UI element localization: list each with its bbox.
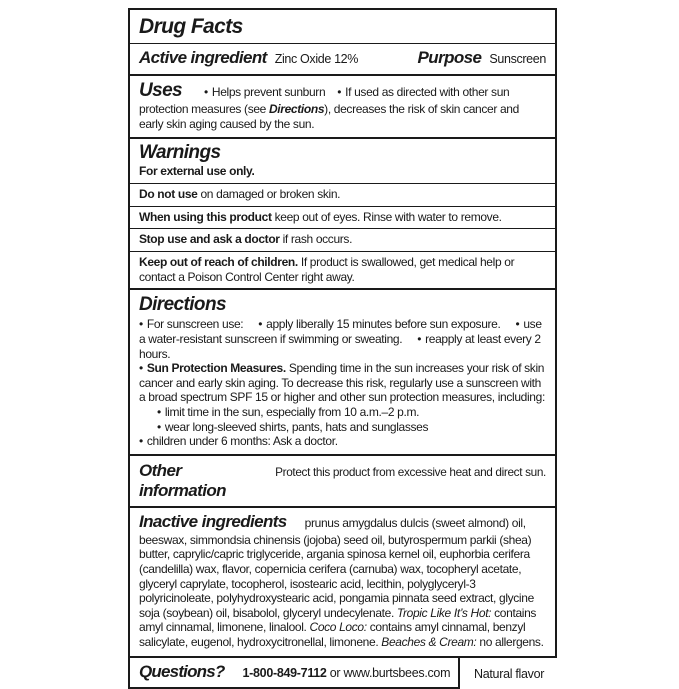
directions-bullet-1-text: For sunscreen use: bbox=[146, 317, 244, 332]
purpose-pair bbox=[418, 48, 546, 68]
bullet-icon: • bbox=[204, 85, 208, 99]
uses-bullet-1 bbox=[204, 85, 325, 99]
directions-inline-bullets bbox=[139, 317, 546, 361]
inactive-ingredients-section bbox=[130, 506, 555, 656]
warning-rest-text: on damaged or broken skin. bbox=[197, 187, 341, 202]
warning-rest-text: keep out of eyes. Rinse with water to remove. bbox=[271, 209, 502, 224]
bullet-icon: • bbox=[139, 434, 143, 449]
directions-bullet-3-text: use a water-resistant sunscreen if swimming or sweating. bbox=[139, 317, 542, 346]
bottom-row bbox=[128, 658, 557, 689]
directions-heading: Directions bbox=[139, 294, 226, 316]
fragrance-name-tropic: Tropic Like It’s Hot: bbox=[396, 605, 492, 620]
bullet-icon: • bbox=[157, 419, 161, 434]
warning-row-keep-out-of-reach bbox=[130, 251, 555, 288]
inactive-ingredients-list-4: no allergens. bbox=[476, 635, 544, 650]
title-section bbox=[130, 10, 555, 43]
sub-bullet-clothing bbox=[139, 420, 546, 435]
bullet-icon: • bbox=[417, 331, 422, 346]
sun-protection-bold: Sun Protection Measures. bbox=[146, 361, 286, 376]
sub-bullet-limit-time bbox=[139, 405, 546, 420]
warnings-heading-row bbox=[130, 137, 555, 183]
questions-phone: 1-800-849-7112 bbox=[242, 665, 327, 680]
active-ingredient-value: Zinc Oxide 12% bbox=[274, 52, 359, 66]
other-information-row bbox=[130, 454, 555, 506]
questions-contact bbox=[243, 666, 451, 680]
questions-box bbox=[128, 658, 460, 689]
active-ingredient-pair bbox=[139, 48, 358, 68]
directions-bullet-2 bbox=[258, 317, 500, 331]
label-title: Drug Facts bbox=[139, 15, 243, 38]
active-ingredient-row bbox=[130, 43, 555, 74]
sub-bullet-limit-time-text: limit time in the sun, especially from 10 a.m.–2 p.m. bbox=[164, 405, 420, 420]
children-bullet-text: children under 6 months: Ask a doctor. bbox=[146, 434, 338, 449]
bullet-icon: • bbox=[258, 317, 263, 332]
bullet-icon: • bbox=[515, 317, 520, 332]
warnings-heading: Warnings bbox=[139, 142, 221, 164]
inactive-ingredients-list-3: contains amyl cinnamal, benzyl salicylate, eugenol, hydroxycitronellal, limonene. bbox=[139, 620, 526, 650]
other-information-heading: Other information bbox=[139, 460, 226, 500]
bullet-icon: • bbox=[337, 85, 342, 99]
inactive-ingredients-heading: Inactive ingredients bbox=[139, 511, 287, 531]
uses-bullet-2-post: ), decreases the risk of skin cancer and early skin aging caused by the sun. bbox=[139, 102, 519, 131]
warning-row-do-not-use bbox=[130, 183, 555, 206]
warning-rest-text: If product is swallowed, get medical help or contact a Poison Control Center right away. bbox=[139, 254, 515, 284]
children-bullet bbox=[139, 434, 546, 449]
uses-section bbox=[130, 74, 555, 137]
warnings-external-use: For external use only. bbox=[139, 164, 255, 179]
sun-protection-rest: Spending time in the sun increases your risk of skin cancer and early skin aging. To decrease this risk, regularly use a sunscreen with a broad spectrum SPF 15 or higher and other sun protection measures, including: bbox=[139, 361, 545, 405]
warning-bold-text: Do not use bbox=[139, 187, 198, 202]
purpose-heading: Purpose bbox=[417, 48, 482, 67]
other-information-text: Protect this product from excessive heat and direct sun. bbox=[275, 464, 546, 479]
fragrance-name-coco-loco: Coco Loco: bbox=[309, 620, 367, 635]
warning-row-when-using bbox=[130, 206, 555, 229]
drug-facts-label bbox=[128, 8, 557, 689]
drug-facts-main-box bbox=[128, 8, 557, 658]
uses-bullet-2-pre: If used as directed with other sun protection measures (see bbox=[139, 85, 510, 117]
bullet-icon: • bbox=[139, 317, 143, 332]
questions-website: or www.burtsbees.com bbox=[326, 665, 451, 680]
warning-bold-text: When using this product bbox=[139, 209, 272, 224]
inactive-ingredients-list-1: prunus amygdalus dulcis (sweet almond) oil, beeswax, simmondsia chinensis (jojoba) seed oil, butyrospermum parkii (shea) butter, caprylic/capric triglyceride, argania spinosa kernel oil, euphorbia cerifera (candelilla) wax, flavor, copernicia cerifera (carnuba) wax, tocopheryl acetate, glyceryl caprylate, tocopherol, isostearic acid, lecithin, polyglyceryl-3 polyricinoleate, polyhydroxystearic acid, pongamia pinnata seed extract, glycine soja (soybean) oil, bisabolol, glyceryl undecylenate. bbox=[139, 515, 534, 620]
inactive-ingredients-list-2: contains amyl cinnamal, limonene, linalool. bbox=[139, 605, 537, 635]
sun-protection-paragraph bbox=[139, 361, 546, 405]
natural-flavor-note: Natural flavor bbox=[474, 667, 545, 682]
active-ingredient-heading: Active ingredient bbox=[139, 48, 267, 67]
directions-section bbox=[130, 288, 555, 454]
uses-heading: Uses bbox=[139, 80, 183, 101]
questions-heading: Questions? bbox=[139, 661, 225, 681]
directions-bullet-4-text: reapply at least every 2 hours. bbox=[139, 331, 541, 361]
directions-bullet-1 bbox=[139, 317, 243, 331]
sub-bullet-clothing-text: wear long-sleeved shirts, pants, hats and sunglasses bbox=[164, 419, 429, 434]
fragrance-name-beaches-cream: Beaches & Cream: bbox=[381, 635, 477, 650]
warning-row-stop-use bbox=[130, 228, 555, 251]
warning-bold-text: Stop use and ask a doctor bbox=[139, 232, 280, 247]
bullet-icon: • bbox=[157, 405, 161, 420]
warning-rest-text: if rash occurs. bbox=[279, 232, 353, 247]
uses-bullet-2 bbox=[139, 85, 519, 131]
uses-bullet-1-text: Helps prevent sunburn bbox=[211, 85, 326, 99]
bullet-icon: • bbox=[139, 361, 143, 376]
uses-directions-ref: Directions bbox=[268, 102, 325, 117]
purpose-value: Sunscreen bbox=[489, 52, 546, 66]
warning-bold-text: Keep out of reach of children. bbox=[139, 254, 298, 269]
directions-bullet-2-text: apply liberally 15 minutes before sun exposure. bbox=[266, 317, 501, 332]
